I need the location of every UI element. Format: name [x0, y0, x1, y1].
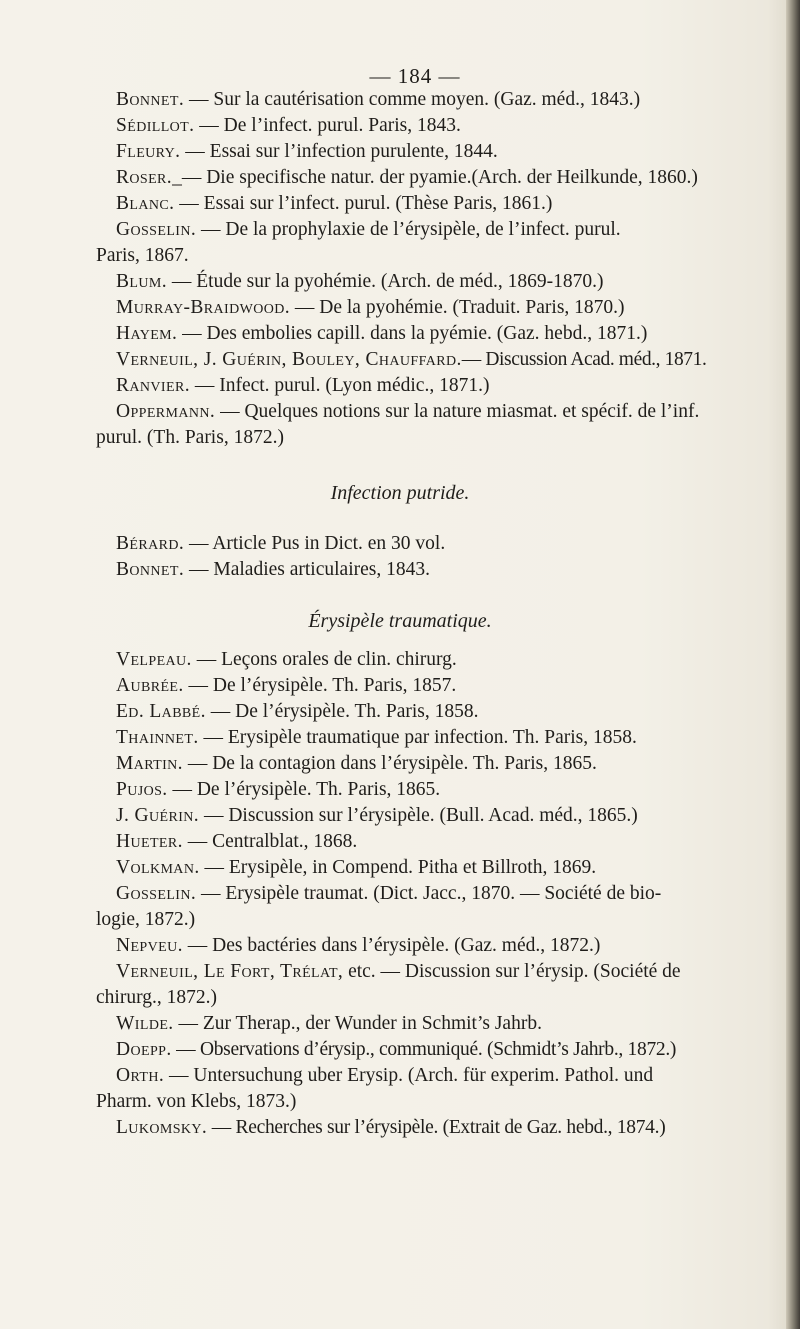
- entry-author: J. Guérin.: [116, 805, 200, 826]
- entry-continuation: logie, 1872.): [96, 909, 196, 930]
- section-heading-infection-putride: Infection putride.: [330, 482, 470, 504]
- entry-text: etc. — Discussion sur l’érysip. (Société de: [343, 961, 681, 982]
- entry-author: Hayem.: [116, 323, 178, 344]
- entry-author: Bonnet.: [116, 559, 185, 580]
- entry-text: — Centralblat., 1868.: [182, 831, 358, 852]
- entry-author: Oppermann.: [116, 401, 216, 422]
- entry-guerin: [116, 803, 776, 829]
- entry-hueter: [116, 829, 776, 855]
- entry-text: — Infect. purul. (Lyon médic., 1871.): [189, 375, 490, 396]
- entry-text: — Untersuchung uber Erysip. (Arch. für experim. Pathol. und: [164, 1065, 654, 1086]
- entry-text: — Observations d’érysip., communiqué. (Schmidt’s Jahrb., 1872.): [171, 1039, 677, 1060]
- entry-author: Nepveu.: [116, 935, 183, 956]
- entry-author: Blum.: [116, 271, 167, 292]
- entry-author: Doepp.: [116, 1039, 172, 1060]
- entry-fleury: [116, 139, 776, 165]
- entry-text: — Maladies articulaires, 1843.: [184, 559, 430, 580]
- entry-gosselin: [116, 217, 776, 243]
- entry-text: — Des bactéries dans l’érysipèle. (Gaz. méd., 1872.): [182, 935, 601, 956]
- entry-blanc: [116, 191, 776, 217]
- entry-sedillot: [116, 113, 776, 139]
- entry-text: — Article Pus in Dict. en 30 vol.: [184, 533, 446, 554]
- entry-author: Murray-Braidwood.: [116, 297, 291, 318]
- entry-text: — Erysipèle, in Compend. Pitha et Billroth, 1869.: [199, 857, 597, 878]
- entry-nepveu: [116, 933, 776, 959]
- entry-text: — Étude sur la pyohémie. (Arch. de méd., 1869-1870.): [167, 271, 604, 292]
- entry-text: — Erysipèle traumat. (Dict. Jacc., 1870. — Société de bio-: [196, 883, 662, 904]
- entry-text: — Essai sur l’infect. purul. (Thèse Paris, 1861.): [174, 193, 553, 214]
- section-heading-erysipele: Érysipèle traumatique.: [308, 610, 492, 632]
- entry-author: Pujos.: [116, 779, 168, 800]
- entry-author: Thainnet.: [116, 727, 199, 748]
- entry-text: — De l’infect. purul. Paris, 1843.: [194, 115, 461, 136]
- entry-author: Roser.: [116, 167, 173, 188]
- entry-continuation: Pharm. von Klebs, 1873.): [96, 1091, 297, 1112]
- entry-text: — De l’érysipèle. Th. Paris, 1858.: [205, 701, 479, 722]
- entry-oppermann: [116, 399, 776, 425]
- entry-author: Hueter.: [116, 831, 183, 852]
- entry-text: — De la prophylaxie de l’érysipèle, de l’infect. purul.: [196, 219, 621, 240]
- entry-author: Gosselin.: [116, 883, 197, 904]
- entry-author: Verneuil, J. Guérin, Bouley, Chauffard.: [116, 349, 462, 370]
- entry-author: Verneuil, Le Fort, Trélat,: [116, 961, 344, 982]
- entry-text: _— Die specifische natur. der pyamie.(Arch. der Heilkunde, 1860.): [172, 167, 698, 188]
- entry-text: — Erysipèle traumatique par infection. Th. Paris, 1858.: [198, 727, 637, 748]
- entry-author: Bérard.: [116, 533, 185, 554]
- entry-author: Volkman.: [116, 857, 200, 878]
- entry-text: — Leçons orales de clin. chirurg.: [191, 649, 457, 670]
- entry-author: Velpeau.: [116, 649, 192, 670]
- entry-berard: [116, 531, 776, 557]
- entry-text: — Quelques notions sur la nature miasmat. et spécif. de l’inf.: [215, 401, 700, 422]
- entry-doepp: [116, 1037, 776, 1063]
- page-number: — 184 —: [369, 64, 461, 88]
- entry-roser: [116, 165, 776, 191]
- entry-verneuil-lefort: [116, 959, 776, 985]
- entry-text: — De la contagion dans l’érysipèle. Th. Paris, 1865.: [182, 753, 597, 774]
- entry-author: Aubrée.: [116, 675, 184, 696]
- entry-thainnet: [116, 725, 776, 751]
- entry-author: Gosselin.: [116, 219, 197, 240]
- entry-wilde: [116, 1011, 776, 1037]
- entry-martin: [116, 751, 776, 777]
- entry-text: — Recherches sur l’érysipèle. (Extrait de Gaz. hebd., 1874.): [207, 1117, 666, 1138]
- entry-volkman: [116, 855, 776, 881]
- entry-lukomsky: [116, 1115, 776, 1141]
- entry-velpeau: [116, 647, 776, 673]
- entry-text: — De l’érysipèle. Th. Paris, 1857.: [183, 675, 457, 696]
- entry-text: — De la pyohémie. (Traduit. Paris, 1870.): [290, 297, 625, 318]
- entry-bonnet: [116, 87, 776, 113]
- page-edge-shadow: [786, 0, 800, 1329]
- entry-author: Martin.: [116, 753, 183, 774]
- entry-blum: [116, 269, 776, 295]
- entry-continuation: Paris, 1867.: [96, 245, 189, 266]
- entry-hayem: [116, 321, 776, 347]
- entry-author: Blanc.: [116, 193, 175, 214]
- entry-text: — Zur Therap., der Wunder in Schmit’s Jahrb.: [173, 1013, 542, 1034]
- entry-verneuil: [116, 347, 776, 373]
- entry-text: — Discussion Acad. méd., 1871.: [461, 349, 707, 370]
- entry-continuation: purul. (Th. Paris, 1872.): [96, 427, 284, 448]
- entry-text: — Des embolies capill. dans la pyémie. (Gaz. hebd., 1871.): [177, 323, 648, 344]
- entry-text: — Sur la cautérisation comme moyen. (Gaz. méd., 1843.): [184, 89, 641, 110]
- entry-aubree: [116, 673, 776, 699]
- entry-author: Ed. Labbé.: [116, 701, 206, 722]
- entry-text: — Essai sur l’infection purulente, 1844.: [180, 141, 498, 162]
- entry-bonnet: [116, 557, 776, 583]
- entry-author: Sédillot.: [116, 115, 195, 136]
- entry-ranvier: [116, 373, 776, 399]
- entry-author: Bonnet.: [116, 89, 185, 110]
- entry-author: Fleury.: [116, 141, 181, 162]
- entry-author: Orth.: [116, 1065, 165, 1086]
- entry-author: Wilde.: [116, 1013, 174, 1034]
- entry-author: Ranvier.: [116, 375, 190, 396]
- entry-murray: [116, 295, 776, 321]
- entry-text: — Discussion sur l’érysipèle. (Bull. Acad. méd., 1865.): [199, 805, 638, 826]
- entry-gosselin: [116, 881, 776, 907]
- entry-text: — De l’érysipèle. Th. Paris, 1865.: [167, 779, 441, 800]
- entry-orth: [116, 1063, 776, 1089]
- entry-labbe: [116, 699, 776, 725]
- entry-continuation: chirurg., 1872.): [96, 987, 217, 1008]
- entry-author: Lukomsky.: [116, 1117, 208, 1138]
- entry-pujos: [116, 777, 776, 803]
